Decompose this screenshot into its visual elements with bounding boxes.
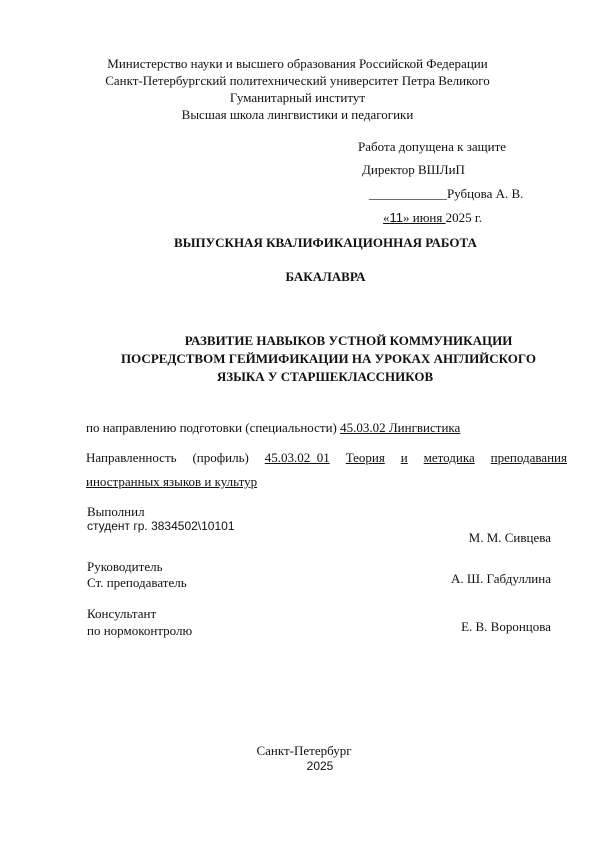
consultant-name: Е. В. Воронцова — [461, 619, 551, 634]
profile-continuation: иностранных языков и культур — [86, 474, 258, 489]
director-signature-line — [369, 186, 523, 202]
topic-line-2: ПОСРЕДСТВОМ ГЕЙМИФИКАЦИИ НА УРОКАХ АНГЛИЙСКОГО — [121, 351, 536, 366]
profile-word: преподавания — [490, 450, 567, 465]
supervisor-name: А. Ш. Габдуллина — [451, 571, 551, 586]
footer-city: Санкт-Петербург — [256, 743, 352, 758]
consultant-role: Консультант — [87, 606, 157, 621]
director-title: Директор ВШЛиП — [362, 162, 465, 177]
profile-word: методика — [423, 450, 475, 465]
signature-blank: ____________ — [369, 186, 447, 201]
footer-year: 2025 — [306, 759, 334, 773]
date-close-quote: » — [403, 210, 410, 225]
date-day: 11 — [389, 210, 403, 225]
supervisor-title: Ст. преподаватель — [87, 575, 187, 590]
profile-code: 45.03.02_01 — [264, 450, 330, 465]
degree-title: БАКАЛАВРА — [285, 269, 366, 284]
author-name: М. М. Сивцева — [468, 530, 551, 545]
approval-date — [383, 210, 482, 226]
author-group: студент гр. 3834502\10101 — [87, 519, 235, 533]
direction-value: 45.03.02 Лингвистика — [340, 420, 461, 435]
school-line: Высшая школа лингвистики и педагогики — [181, 107, 414, 122]
institute-line: Гуманитарный институт — [229, 90, 366, 105]
profile-word: (профиль) — [192, 450, 249, 465]
topic-line-3: ЯЗЫКА У СТАРШЕКЛАССНИКОВ — [216, 369, 434, 384]
work-type-title: ВЫПУСКНАЯ КВАЛИФИКАЦИОННАЯ РАБОТА — [174, 235, 477, 250]
consultant-title: по нормоконтролю — [87, 623, 193, 638]
supervisor-role: Руководитель — [87, 559, 163, 574]
admitted-text: Работа допущена к защите — [358, 139, 507, 154]
profile-word: и — [400, 450, 408, 465]
ministry-line: Министерство науки и высшего образования Российской Федерации — [107, 56, 488, 71]
profile-word: Теория — [345, 450, 385, 465]
topic-line-1: РАЗВИТИЕ НАВЫКОВ УСТНОЙ КОММУНИКАЦИИ — [184, 333, 513, 348]
profile-word: Направленность — [86, 450, 177, 465]
director-name: Рубцова А. В. — [447, 186, 524, 201]
profile-line — [86, 450, 567, 466]
date-year: 2025 г. — [445, 210, 482, 225]
direction-line — [86, 420, 460, 436]
author-role: Выполнил — [87, 504, 145, 519]
direction-prefix: по направлению подготовки (специальности) — [86, 420, 337, 435]
date-open-quote: « — [383, 210, 390, 225]
university-line: Санкт-Петербургский политехнический университет Петра Великого — [105, 73, 490, 88]
date-month: июня — [409, 210, 446, 225]
